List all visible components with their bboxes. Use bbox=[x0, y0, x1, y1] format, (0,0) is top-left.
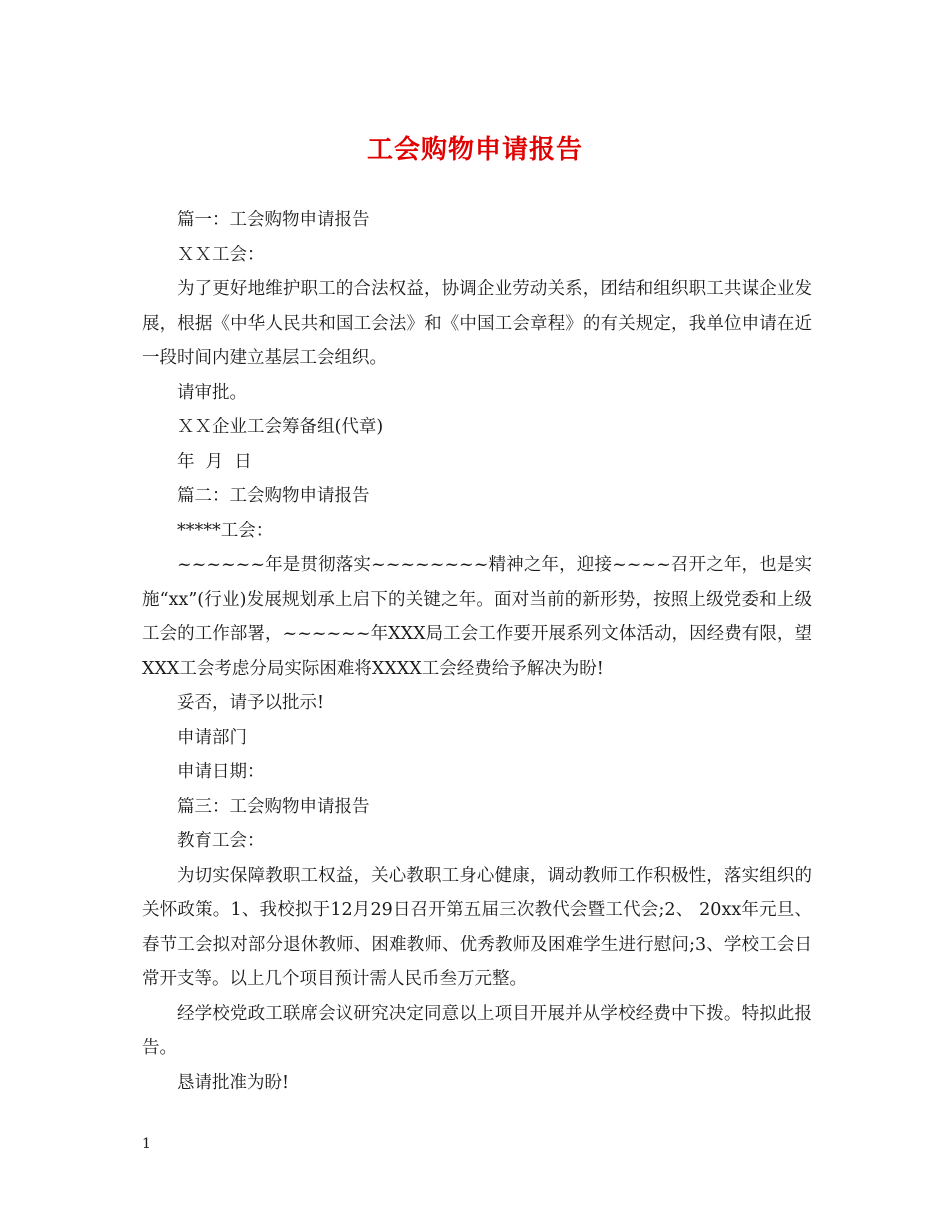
paragraph: 经学校党政工联席会议研究决定同意以上项目开展并从学校经费中下拨。特拟此报告。 bbox=[142, 1003, 812, 1058]
paragraph: 年 月 日 bbox=[177, 451, 252, 472]
paragraph: 申请部门 bbox=[177, 727, 247, 748]
paragraph: 请审批。 bbox=[177, 382, 247, 403]
paragraph: ＸＸ工会： bbox=[177, 244, 265, 265]
paragraph: ＸＸ企业工会筹备组(代章) bbox=[177, 417, 384, 437]
paragraph: 篇一：工会购物申请报告 bbox=[177, 210, 370, 230]
paragraph: *****工会： bbox=[177, 520, 274, 541]
document-body bbox=[142, 203, 812, 1100]
paragraph: 恳请批准为盼! bbox=[177, 1072, 290, 1093]
paragraph: 教育工会： bbox=[177, 831, 265, 851]
paragraph: 申请日期： bbox=[177, 762, 265, 782]
document-title: 工会购物申请报告 bbox=[366, 135, 583, 165]
paragraph: 篇二：工会购物申请报告 bbox=[177, 486, 370, 506]
paragraph: ~~~~~~年是贯彻落实~~~~~~~~精神之年，迎接~~~~召开之年，也是实施“xx”(行业)发展规划承上启下的关键之年。面对当前的新形势，按照上级党委和上级工会的工作部署，~~~~~~年XXX局工会工作要开展系列文体活动，因经费有限，望XXX工会考虑分局实际困难将XXXX工会经费给予解决为盼! bbox=[142, 555, 812, 679]
page-number: 1 bbox=[142, 1136, 151, 1152]
paragraph: 为切实保障教职工权益，关心教职工身心健康，调动教师工作积极性，落实组织的关怀政策。1、我校拟于12月29日召开第五届三次教代会暨工代会;2、 20xx年元旦、春节工会拟对部分退休教师、困难教师、优秀教师及困难学生进行慰问;3、学校工会日常开支等。以上几个项目预计需人民币叁万元整。 bbox=[142, 865, 812, 989]
paragraph: 为了更好地维护职工的合法权益，协调企业劳动关系，团结和组织职工共谋企业发展，根据《中华人民共和国工会法》和《中国工会章程》的有关规定，我单位申请在近一段时间内建立基层工会组织。 bbox=[142, 279, 812, 368]
paragraph: 妥否，请予以批示! bbox=[177, 693, 325, 713]
paragraph: 篇三：工会购物申请报告 bbox=[177, 796, 370, 817]
